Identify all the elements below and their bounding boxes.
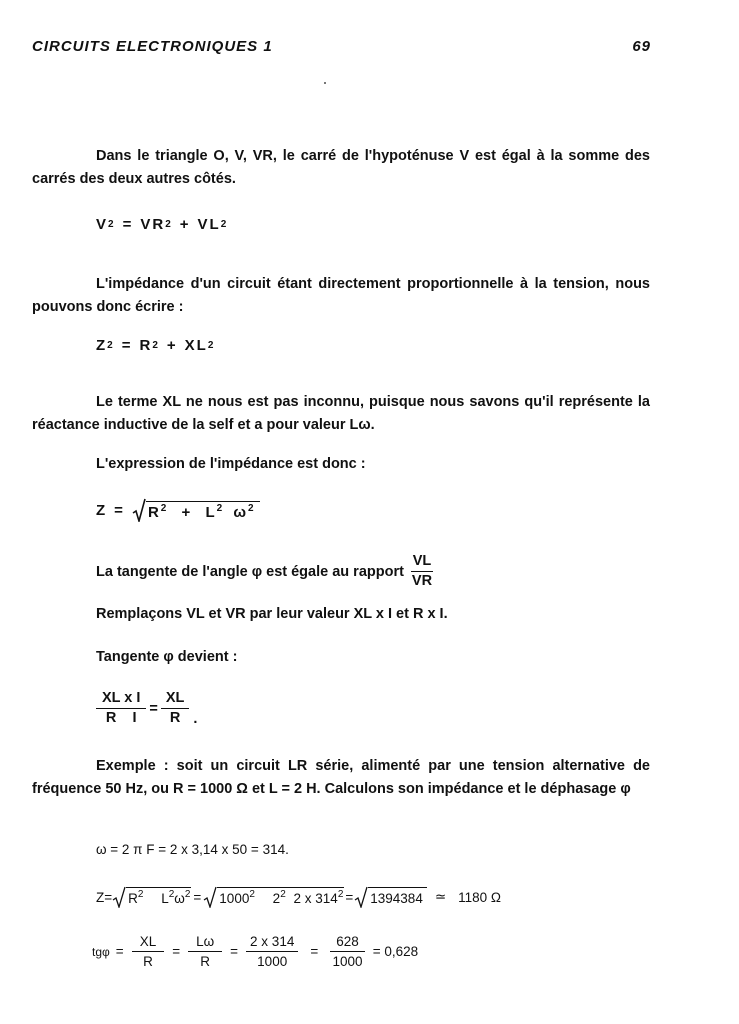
paragraph-example: Exemple : soit un circuit LR série, alimenté par une tension alternative de fréquence 50 Hz, ou R = 1000 Ω et L = 2 H. Calculons son impédance et le déphasage φ bbox=[32, 758, 650, 797]
square-root: $R^2 + L^2$ $\omega^2$ bbox=[132, 498, 260, 522]
equation-tangent: $\frac{\text{XL x I}}{\text{R I}}$ = $\frac{XL}{R}$ . bbox=[96, 690, 197, 727]
paragraph-1: Dans le triangle O, V, VR, le carré de l'hypoténuse V est égal à la somme des carrés des deux autres côtés. bbox=[32, 148, 650, 187]
paragraph-2: L'impédance d'un circuit étant directement proportionnelle à la tension, nous pouvons donc écrire : bbox=[32, 276, 650, 315]
equation-tangent-numeric: tgφ = $\frac{XL}{R}$ = $\frac{L\omega}{R}$ = $\frac{2 x 314}{1000}$ = $\frac{628}{1000}$ = 0,628 bbox=[92, 934, 419, 969]
square-root-3: 1394384 bbox=[354, 886, 427, 908]
speck bbox=[324, 82, 326, 84]
equation-pythagoras: V 2 = VR 2 + VL 2 bbox=[96, 216, 229, 233]
radical-sign-icon bbox=[112, 886, 126, 908]
radical-sign-icon bbox=[132, 498, 146, 522]
paragraph-5: La tangente de l'angle φ est égale au rapport $\frac{VL}{VR}$ bbox=[96, 553, 433, 589]
ratio-vl-vr: $\frac{VL}{VR}$ bbox=[411, 553, 433, 589]
page-number: 69 bbox=[632, 38, 651, 55]
paragraph-7: Tangente φ devient : bbox=[96, 649, 238, 665]
equation-impedance: Z = $R^2 + L^2$ $\omega^2$ bbox=[96, 498, 260, 522]
square-root-2: 1000$^2$ $2^2$ 2 x $314^2$ bbox=[203, 886, 344, 908]
square-root-1: $R^2$ $L^2\omega^2$ bbox=[112, 886, 191, 908]
radical-sign-icon bbox=[203, 886, 217, 908]
paragraph-3: Le terme XL ne nous est pas inconnu, puisque nous savons qu'il représente la réactance inductive de la self et a pour valeur Lω. bbox=[32, 394, 650, 433]
running-title: CIRCUITS ELECTRONIQUES 1 bbox=[32, 38, 273, 55]
equation-z-numeric: Z= $R^2$ $L^2\omega^2$ = 1000$^2$ $2^2$ 2 x $314^2$ = 1394384 ≃ 1180 Ω bbox=[96, 886, 501, 908]
paragraph-4: L'expression de l'impédance est donc : bbox=[96, 456, 366, 472]
equation-omega: ω = 2 π F = 2 x 3,14 x 50 = 314. bbox=[96, 842, 289, 857]
paragraph-6: Remplaçons VL et VR par leur valeur XL x I et R x I. bbox=[96, 606, 448, 622]
page-header bbox=[32, 38, 651, 58]
equation-impedance-squared: Z 2 = R 2 + XL 2 bbox=[96, 337, 216, 354]
radical-sign-icon bbox=[354, 886, 368, 908]
